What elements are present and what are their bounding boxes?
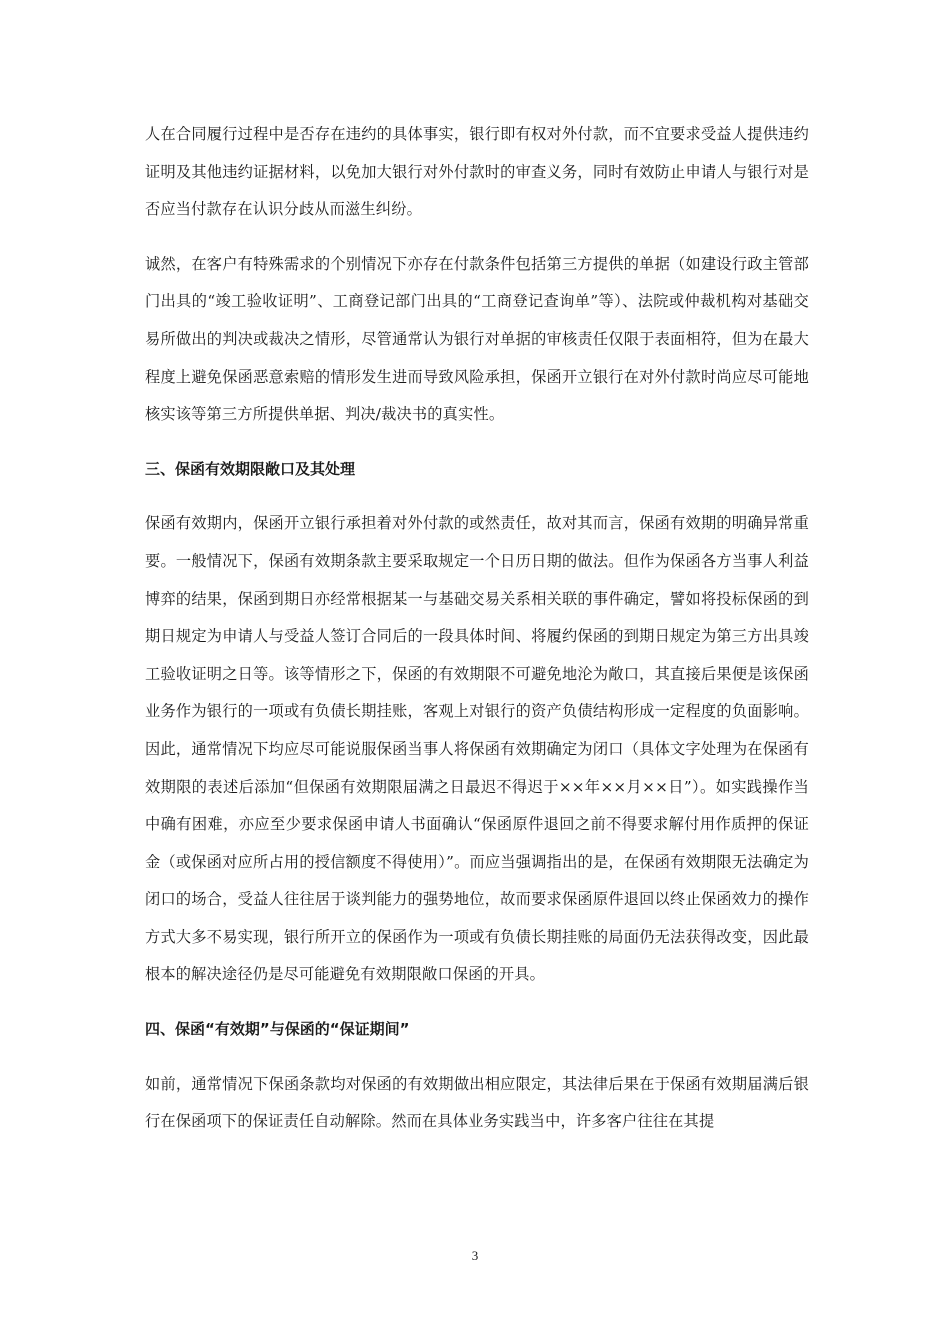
section-heading-4: 四、保函“有效期”与保函的“保证期间” [145,1020,410,1039]
paragraph-third-party-documents: 诚然，在客户有特殊需求的个别情况下亦存在付款条件包括第三方提供的单据（如建设行政主管部门出具的“竣工验收证明”、工商登记部门出具的“工商登记查询单”等）、法院或仲裁机构对基础交易所做出的判决或裁决之情形，尽管通常认为银行对单据的审核责任仅限于表面相符，但为在最大程度上避免保函恶意索赔的情形发生进而导致风险承担，保函开立银行在对外付款时尚应尽可能地核实该等第三方所提供单据、判决/裁决书的真实性。 [145,254,809,424]
document-body [145,116,809,1158]
page-number: 3 [471,1248,479,1263]
section-heading-3: 三、保函有效期限敞口及其处理 [145,459,356,478]
paragraph-contract-breach: 人在合同履行过程中是否存在违约的具体事实，银行即有权对外付款，而不宜要求受益人提供违约证明及其他违约证据材料，以免加大银行对外付款时的审查义务，同时有效防止申请人与银行对是否应当付款存在认识分歧从而滋生纠纷。 [145,125,809,219]
paragraph-guarantee-period: 如前，通常情况下保函条款均对保函的有效期做出相应限定，其法律后果在于保函有效期届满后银行在保函项下的保证责任自动解除。然而在具体业务实践当中，许多客户往往在其提 [145,1074,809,1131]
paragraph-validity-period: 保函有效期内，保函开立银行承担着对外付款的或然责任，故对其而言，保函有效期的明确异常重要。一般情况下，保函有效期条款主要采取规定一个日历日期的做法。但作为保函各方当事人利益博弈的结果，保函到期日亦经常根据某一与基础交易关系相关联的事件确定，譬如将投标保函的到期日规定为申请人与受益人签订合同后的一段具体时间、将履约保函的到期日规定为第三方出具竣工验收证明之日等。该等情形之下，保函的有效期限不可避免地沦为敞口，其直接后果便是该保函业务作为银行的一项或有负债长期挂账，客观上对银行的资产负债结构形成一定程度的负面影响。因此，通常情况下均应尽可能说服保函当事人将保函有效期确定为闭口（具体文字处理为在保函有效期限的表述后添加“但保函有效期限届满之日最迟不得迟于××年××月××日”）。如实践操作当中确有困难，亦应至少要求保函申请人书面确认“保函原件退回之前不得要求解付用作质押的保证金（或保函对应所占用的授信额度不得使用）”。而应当强调指出的是，在保函有效期限无法确定为闭口的场合，受益人往往居于谈判能力的强势地位，故而要求保函原件退回以终止保函效力的操作方式大多不易实现，银行所开立的保函作为一项或有负债长期挂账的局面仍无法获得改变，因此最根本的解决途径仍是尽可能避免有效期限敞口保函的开具。 [145,514,810,984]
